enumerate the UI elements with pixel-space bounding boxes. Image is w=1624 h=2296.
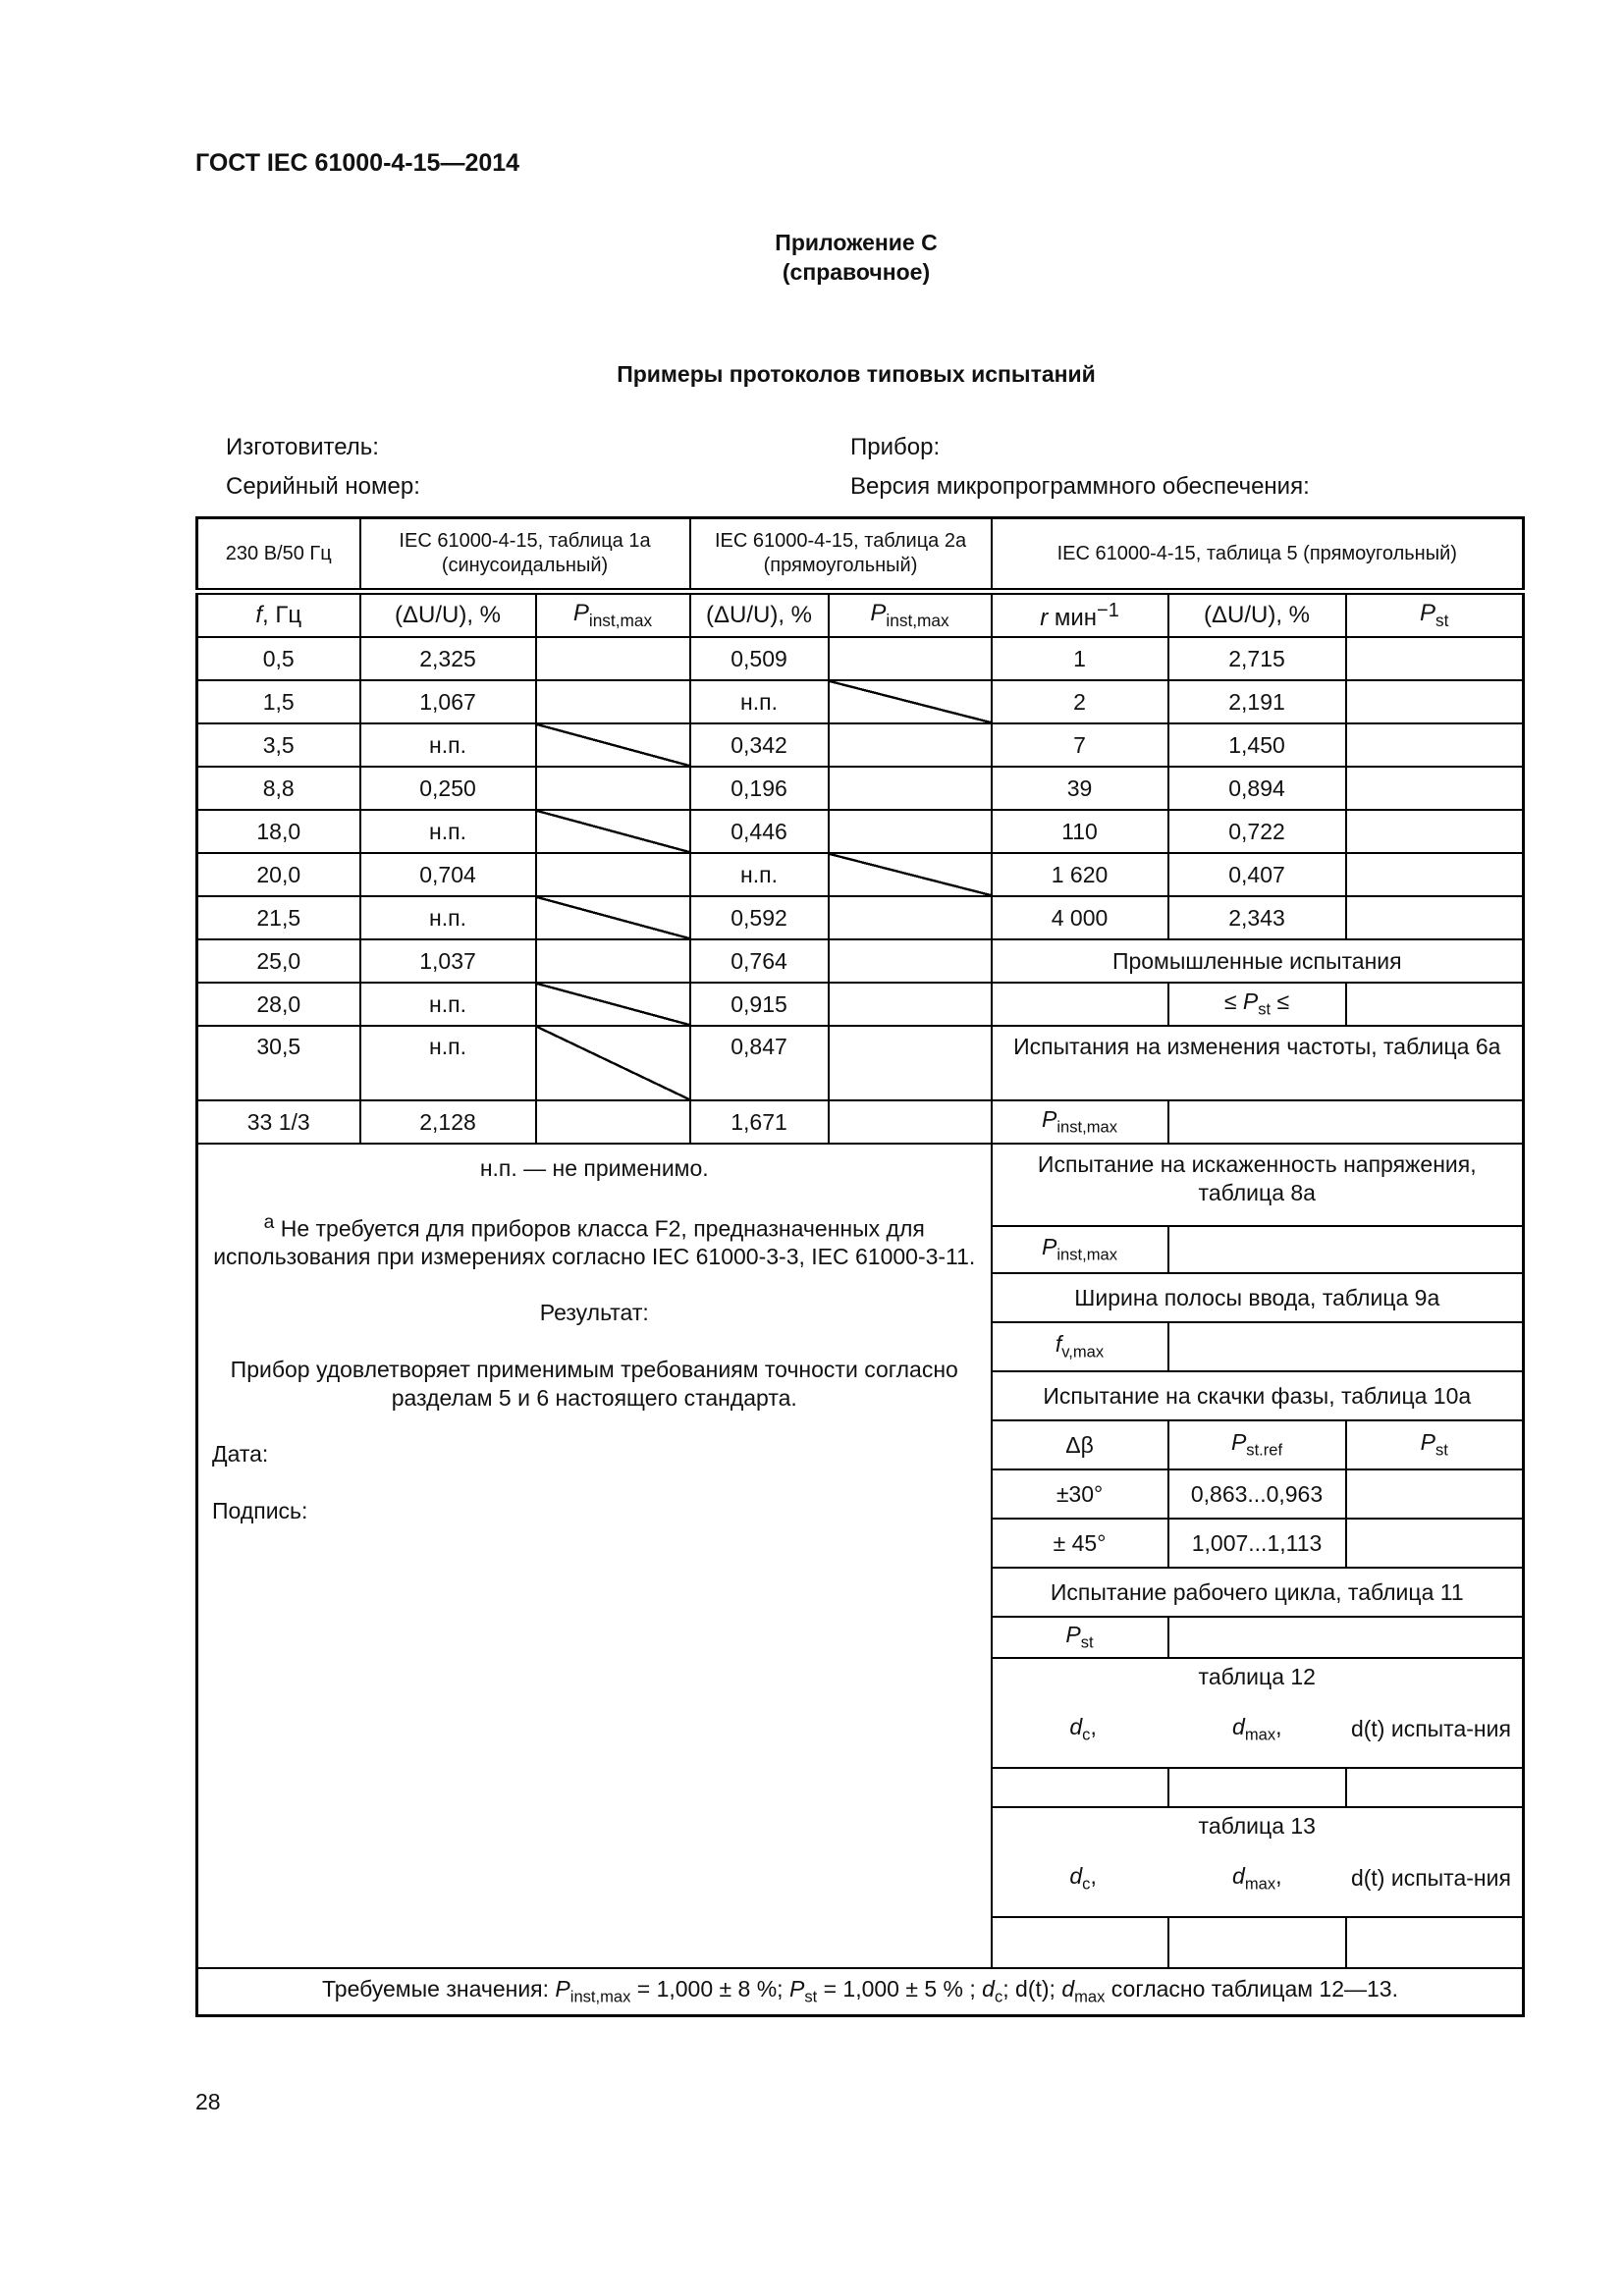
du2-cell: н.п. bbox=[690, 853, 829, 896]
document-code: ГОСТ IEC 61000-4-15—2014 bbox=[195, 149, 520, 177]
p1-cell bbox=[536, 680, 690, 723]
p2-cell bbox=[829, 939, 992, 983]
empty-cell bbox=[1168, 1917, 1346, 1968]
delta-beta-header: Δβ bbox=[992, 1420, 1168, 1469]
col-du2: (ΔU/U), % bbox=[690, 592, 829, 638]
du2-cell: 0,446 bbox=[690, 810, 829, 853]
du2-cell: 0,342 bbox=[690, 723, 829, 767]
required-values: Требуемые значения: $P_{inst,max} = 1,000 \pm 8$ %; $P_{st} = 1,000 \pm 5$ % ; $d_c$; d(t); $d_{max}$ согласно таблицам 12—13. bbox=[197, 1968, 1524, 2016]
industrial-tests: Промышленные испытания bbox=[992, 939, 1524, 983]
p1-cell bbox=[536, 853, 690, 896]
freq-cell: 21,5 bbox=[197, 896, 360, 939]
du2-cell: 1,671 bbox=[690, 1100, 829, 1144]
freq-change-title: Испытания на изменения частоты, таблица 6а bbox=[992, 1026, 1524, 1100]
col-du3: (ΔU/U), % bbox=[1168, 592, 1346, 638]
date-label: Дата: bbox=[212, 1441, 269, 1468]
du2-cell: 0,847 bbox=[690, 1026, 829, 1100]
pinst-label: $P_{inst,max}$ bbox=[992, 1226, 1168, 1273]
p1-cell bbox=[536, 896, 690, 939]
t5-pst bbox=[1346, 723, 1524, 767]
t13-block: таблица 13 $d_c$, $d_{max}$, d(t) испыта-ния bbox=[992, 1807, 1524, 1917]
du1-cell: 2,325 bbox=[360, 637, 536, 680]
empty-cell bbox=[1346, 983, 1524, 1026]
p2-cell bbox=[829, 767, 992, 810]
p1-cell bbox=[536, 723, 690, 767]
p1-cell bbox=[536, 810, 690, 853]
t5-pst bbox=[1346, 680, 1524, 723]
du2-cell: 0,915 bbox=[690, 983, 829, 1026]
du1-cell: н.п. bbox=[360, 1026, 536, 1100]
p1-cell bbox=[536, 1026, 690, 1100]
empty-cell bbox=[1168, 1768, 1346, 1807]
t5-r: 4 000 bbox=[992, 896, 1168, 939]
header-voltage: 230 В/50 Гц bbox=[197, 518, 360, 592]
empty-cell bbox=[992, 1768, 1168, 1807]
p1-cell bbox=[536, 939, 690, 983]
empty-cell bbox=[992, 983, 1168, 1026]
phase-jump-title: Испытание на скачки фазы, таблица 10а bbox=[992, 1371, 1524, 1420]
t5-pst bbox=[1346, 853, 1524, 896]
duty-cycle-title: Испытание рабочего цикла, таблица 11 bbox=[992, 1568, 1524, 1617]
col-r: r мин$^{-1}$ bbox=[992, 592, 1168, 638]
p2-cell bbox=[829, 723, 992, 767]
p2-cell bbox=[829, 680, 992, 723]
t5-r: 2 bbox=[992, 680, 1168, 723]
empty-cell bbox=[1346, 1917, 1524, 1968]
t5-du: 2,343 bbox=[1168, 896, 1346, 939]
maker-label: Изготовитель: bbox=[226, 434, 379, 460]
du1-cell: н.п. bbox=[360, 723, 536, 767]
freq-cell: 30,5 bbox=[197, 1026, 360, 1100]
pinst-label: $P_{inst,max}$ bbox=[992, 1100, 1168, 1144]
t5-pst bbox=[1346, 896, 1524, 939]
t5-r: 7 bbox=[992, 723, 1168, 767]
pst-ref-header: $P_{st.ref}$ bbox=[1168, 1420, 1346, 1469]
p1-cell bbox=[536, 767, 690, 810]
footnote: $^a$ Не требуется для приборов класса F2, предназначенных для использования при измерениях согласно IEC 61000-3-3, IEC 61000-3-11. bbox=[213, 1211, 976, 1269]
p2-cell bbox=[829, 896, 992, 939]
header-table5: IEC 61000-4-15, таблица 5 (прямоугольный) bbox=[992, 518, 1524, 592]
p1-cell bbox=[536, 1100, 690, 1144]
result-label: Результат: bbox=[539, 1300, 649, 1326]
phase-ref: 1,007...1,113 bbox=[1168, 1519, 1346, 1568]
header-table2a: IEC 61000-4-15, таблица 2а (прямоугольный) bbox=[690, 518, 992, 592]
freq-cell: 18,0 bbox=[197, 810, 360, 853]
freq-cell: 0,5 bbox=[197, 637, 360, 680]
serial-label: Серийный номер: bbox=[226, 473, 420, 500]
freq-cell: 20,0 bbox=[197, 853, 360, 896]
t5-r: 1 bbox=[992, 637, 1168, 680]
empty-cell bbox=[992, 1917, 1168, 1968]
t5-du: 0,894 bbox=[1168, 767, 1346, 810]
t5-r: 39 bbox=[992, 767, 1168, 810]
du2-cell: 0,764 bbox=[690, 939, 829, 983]
na-note: н.п. — не применимо. bbox=[479, 1155, 709, 1181]
t5-r: 1 620 bbox=[992, 853, 1168, 896]
du2-cell: 0,509 bbox=[690, 637, 829, 680]
p2-cell bbox=[829, 810, 992, 853]
page-number: 28 bbox=[195, 2089, 221, 2114]
col-f: f, Гц bbox=[197, 592, 360, 638]
t5-du: 1,450 bbox=[1168, 723, 1346, 767]
col-du1: (ΔU/U), % bbox=[360, 592, 536, 638]
test-report-table bbox=[195, 516, 1525, 2017]
freq-cell: 3,5 bbox=[197, 723, 360, 767]
firmware-label: Версия микропрограммного обеспечения: bbox=[850, 473, 1310, 500]
pst-label: $P_{st}$ bbox=[992, 1617, 1168, 1658]
phase-angle: ± 45° bbox=[992, 1519, 1168, 1568]
pst-value bbox=[1168, 1617, 1524, 1658]
signature-label: Подпись: bbox=[212, 1497, 308, 1523]
appendix-title: Приложение С bbox=[775, 230, 938, 255]
du1-cell: 0,250 bbox=[360, 767, 536, 810]
header-table1a: IEC 61000-4-15, таблица 1а (синусоидальный) bbox=[360, 518, 690, 592]
du2-cell: н.п. bbox=[690, 680, 829, 723]
t5-pst bbox=[1346, 810, 1524, 853]
t5-pst bbox=[1346, 767, 1524, 810]
pst-header: $P_{st}$ bbox=[1346, 1420, 1524, 1469]
du1-cell: н.п. bbox=[360, 810, 536, 853]
p1-cell bbox=[536, 983, 690, 1026]
du1-cell: 1,067 bbox=[360, 680, 536, 723]
freq-cell: 33 1/3 bbox=[197, 1100, 360, 1144]
col-pst: $P_{st}$ bbox=[1346, 592, 1524, 638]
phase-angle: ±30° bbox=[992, 1469, 1168, 1519]
du1-cell: н.п. bbox=[360, 983, 536, 1026]
phase-ref: 0,863...0,963 bbox=[1168, 1469, 1346, 1519]
col-p2: $P_{inst,max}$ bbox=[829, 592, 992, 638]
fv-value bbox=[1168, 1322, 1524, 1371]
t5-du: 0,722 bbox=[1168, 810, 1346, 853]
pinst-value bbox=[1168, 1100, 1524, 1144]
t5-du: 0,407 bbox=[1168, 853, 1346, 896]
page-title: Примеры протоколов типовых испытаний bbox=[617, 361, 1096, 387]
pst-range: ≤ $P_{st}$ ≤ bbox=[1168, 983, 1346, 1026]
du2-cell: 0,592 bbox=[690, 896, 829, 939]
p2-cell bbox=[829, 637, 992, 680]
pinst-value bbox=[1168, 1226, 1524, 1273]
result-text: Прибор удовлетворяет применимым требованиям точности согласно разделам 5 и 6 настоящего стандарта. bbox=[230, 1356, 958, 1411]
notes-block bbox=[197, 1144, 992, 1968]
du1-cell: 2,128 bbox=[360, 1100, 536, 1144]
t5-pst bbox=[1346, 637, 1524, 680]
du1-cell: н.п. bbox=[360, 896, 536, 939]
t5-du: 2,191 bbox=[1168, 680, 1346, 723]
t12-block: таблица 12 $d_c$, $d_{max}$, d(t) испыта-ния bbox=[992, 1658, 1524, 1768]
col-p1: $P_{inst,max}$ bbox=[536, 592, 690, 638]
freq-cell: 1,5 bbox=[197, 680, 360, 723]
du1-cell: 1,037 bbox=[360, 939, 536, 983]
t5-r: 110 bbox=[992, 810, 1168, 853]
device-label: Прибор: bbox=[850, 434, 941, 460]
p2-cell bbox=[829, 1100, 992, 1144]
freq-cell: 8,8 bbox=[197, 767, 360, 810]
freq-cell: 25,0 bbox=[197, 939, 360, 983]
p2-cell bbox=[829, 1026, 992, 1100]
empty-cell bbox=[1346, 1768, 1524, 1807]
t5-du: 2,715 bbox=[1168, 637, 1346, 680]
empty-cell bbox=[1346, 1519, 1524, 1568]
freq-cell: 28,0 bbox=[197, 983, 360, 1026]
bandwidth-title: Ширина полосы ввода, таблица 9а bbox=[992, 1273, 1524, 1322]
fv-label: $f_{v,max}$ bbox=[992, 1322, 1168, 1371]
distortion-title: Испытание на искаженность напряжения, таблица 8а bbox=[992, 1144, 1524, 1226]
p2-cell bbox=[829, 983, 992, 1026]
du1-cell: 0,704 bbox=[360, 853, 536, 896]
appendix-type: (справочное) bbox=[782, 259, 931, 285]
du2-cell: 0,196 bbox=[690, 767, 829, 810]
p1-cell bbox=[536, 637, 690, 680]
p2-cell bbox=[829, 853, 992, 896]
empty-cell bbox=[1346, 1469, 1524, 1519]
